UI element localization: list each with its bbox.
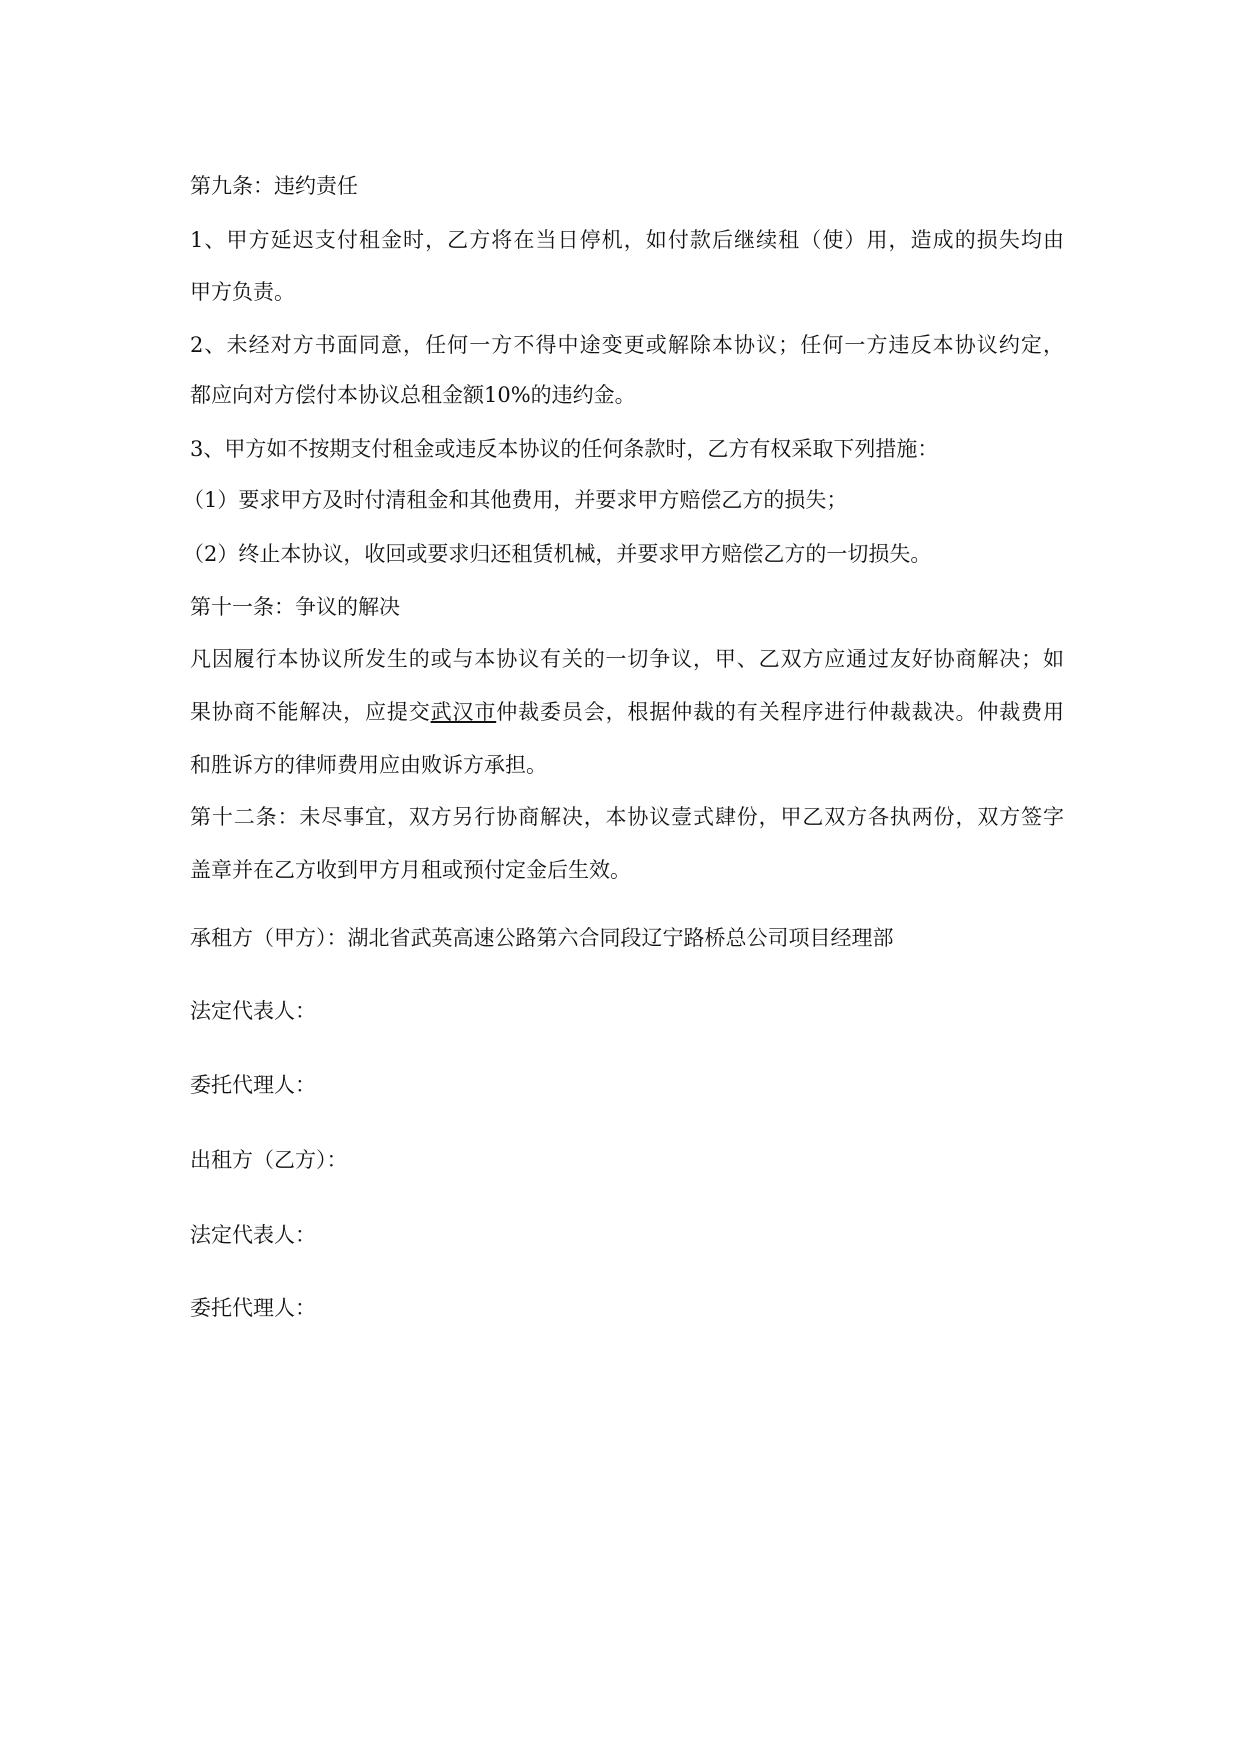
article-9-item-1: 1、甲方延迟支付租金时，乙方将在当日停机，如付款后继续租（使）用，造成的损失均由 xyxy=(190,228,1064,252)
article-9-item-3: 3、甲方如不按期支付租金或违反本协议的任何条款时，乙方有权采取下列措施： xyxy=(190,437,939,461)
lessee-agent: 委托代理人： xyxy=(190,1073,316,1097)
article-9-title: 第九条：违约责任 xyxy=(190,174,358,198)
lessee-legal-representative: 法定代表人： xyxy=(190,999,316,1023)
lessor-party: 出租方（乙方）： xyxy=(190,1148,348,1172)
article-12-line-1: 第十二条：未尽事宜，双方另行协商解决，本协议壹式肆份，甲乙双方各执两份，双方签字 xyxy=(190,805,1064,829)
article-11-line-3: 和胜诉方的律师费用应由败诉方承担。 xyxy=(190,753,547,777)
article-9-item-3-sub-2: （2）终止本协议，收回或要求归还租赁机械，并要求甲方赔偿乙方的一切损失。 xyxy=(183,542,932,566)
article-11-line-2 xyxy=(190,697,1064,727)
lessee-party: 承租方（甲方）：湖北省武英高速公路第六合同段辽宁路桥总公司项目经理部 xyxy=(190,926,894,950)
arbitration-city: 武汉市 xyxy=(430,700,497,724)
article-9-item-2: 2、未经对方书面同意，任何一方不得中途变更或解除本协议；任何一方违反本协议约定， xyxy=(190,333,1064,357)
article-9-item-3-sub-1: （1）要求甲方及时付清租金和其他费用，并要求甲方赔偿乙方的损失； xyxy=(183,488,848,512)
lessor-agent: 委托代理人： xyxy=(190,1296,316,1320)
article-11-line-1: 凡因履行本协议所发生的或与本协议有关的一切争议，甲、乙双方应通过友好协商解决；如 xyxy=(190,647,1064,671)
article-11-title: 第十一条：争议的解决 xyxy=(190,595,400,619)
text: 果协商不能解决，应提交 xyxy=(190,700,431,724)
article-12-line-2: 盖章并在乙方收到甲方月租或预付定金后生效。 xyxy=(190,858,631,882)
text: 仲裁委员会，根据仲裁的有关程序进行仲裁裁决。仲裁费用 xyxy=(496,700,1065,724)
article-9-item-2-cont: 都应向对方偿付本协议总租金额10%的违约金。 xyxy=(190,383,636,407)
lessor-legal-representative: 法定代表人： xyxy=(190,1223,316,1247)
article-9-item-1-cont: 甲方负责。 xyxy=(190,280,295,304)
